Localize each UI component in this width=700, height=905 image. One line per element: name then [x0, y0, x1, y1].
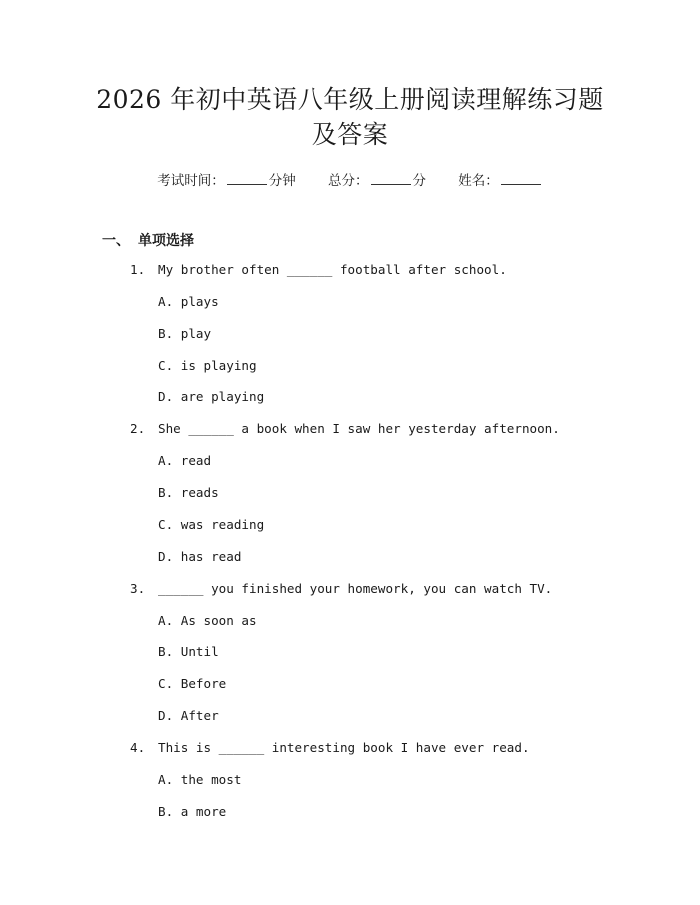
section-heading — [102, 230, 194, 250]
total-score-blank — [371, 172, 411, 185]
question-3 — [130, 581, 552, 596]
page-title-continued: 及答案 — [311, 120, 389, 149]
total-score-unit: 分 — [412, 173, 426, 189]
question-4 — [130, 740, 530, 755]
exam-time-blank — [227, 172, 267, 185]
section-title: 单项选择 — [138, 233, 194, 249]
option-2a: A. read — [158, 453, 212, 468]
exam-info-line — [0, 169, 700, 189]
question-1 — [130, 262, 507, 277]
option-3a: A. As soon as — [158, 613, 257, 628]
option-1c: C. is playing — [158, 358, 257, 373]
name-label: 姓名： — [458, 173, 499, 189]
question-number: 2. — [130, 421, 146, 436]
question-number: 4. — [130, 740, 146, 755]
option-2c: C. was reading — [158, 517, 265, 532]
total-score-label: 总分： — [328, 173, 369, 189]
total-score-field — [328, 169, 426, 189]
option-4b: B. a more — [158, 804, 227, 819]
option-1b: B. play — [158, 326, 212, 341]
question-2 — [130, 421, 560, 436]
question-number: 1. — [130, 262, 146, 277]
question-text: She ______ a book when I saw her yesterday afternoon. — [158, 421, 560, 436]
question-text: My brother often ______ football after school. — [158, 262, 507, 277]
option-3d: D. After — [158, 708, 219, 723]
option-2b: B. reads — [158, 485, 219, 500]
question-text: ______ you finished your homework, you can watch TV. — [158, 581, 553, 596]
option-2d: D. has read — [158, 549, 242, 564]
name-field — [458, 169, 543, 189]
option-1d: D. are playing — [158, 389, 265, 404]
option-3c: C. Before — [158, 676, 227, 691]
option-3b: B. Until — [158, 644, 219, 659]
exam-time-field — [157, 169, 296, 189]
name-blank — [501, 172, 541, 185]
option-1a: A. plays — [158, 294, 219, 309]
exam-time-unit: 分钟 — [268, 173, 296, 189]
question-text: This is ______ interesting book I have ever read. — [158, 740, 530, 755]
section-number: 一、 — [102, 233, 130, 249]
question-number: 3. — [130, 581, 146, 596]
exam-time-label: 考试时间： — [157, 173, 225, 189]
option-4a: A. the most — [158, 772, 242, 787]
page-title: 2026 年初中英语八年级上册阅读理解练习题 — [96, 85, 604, 114]
